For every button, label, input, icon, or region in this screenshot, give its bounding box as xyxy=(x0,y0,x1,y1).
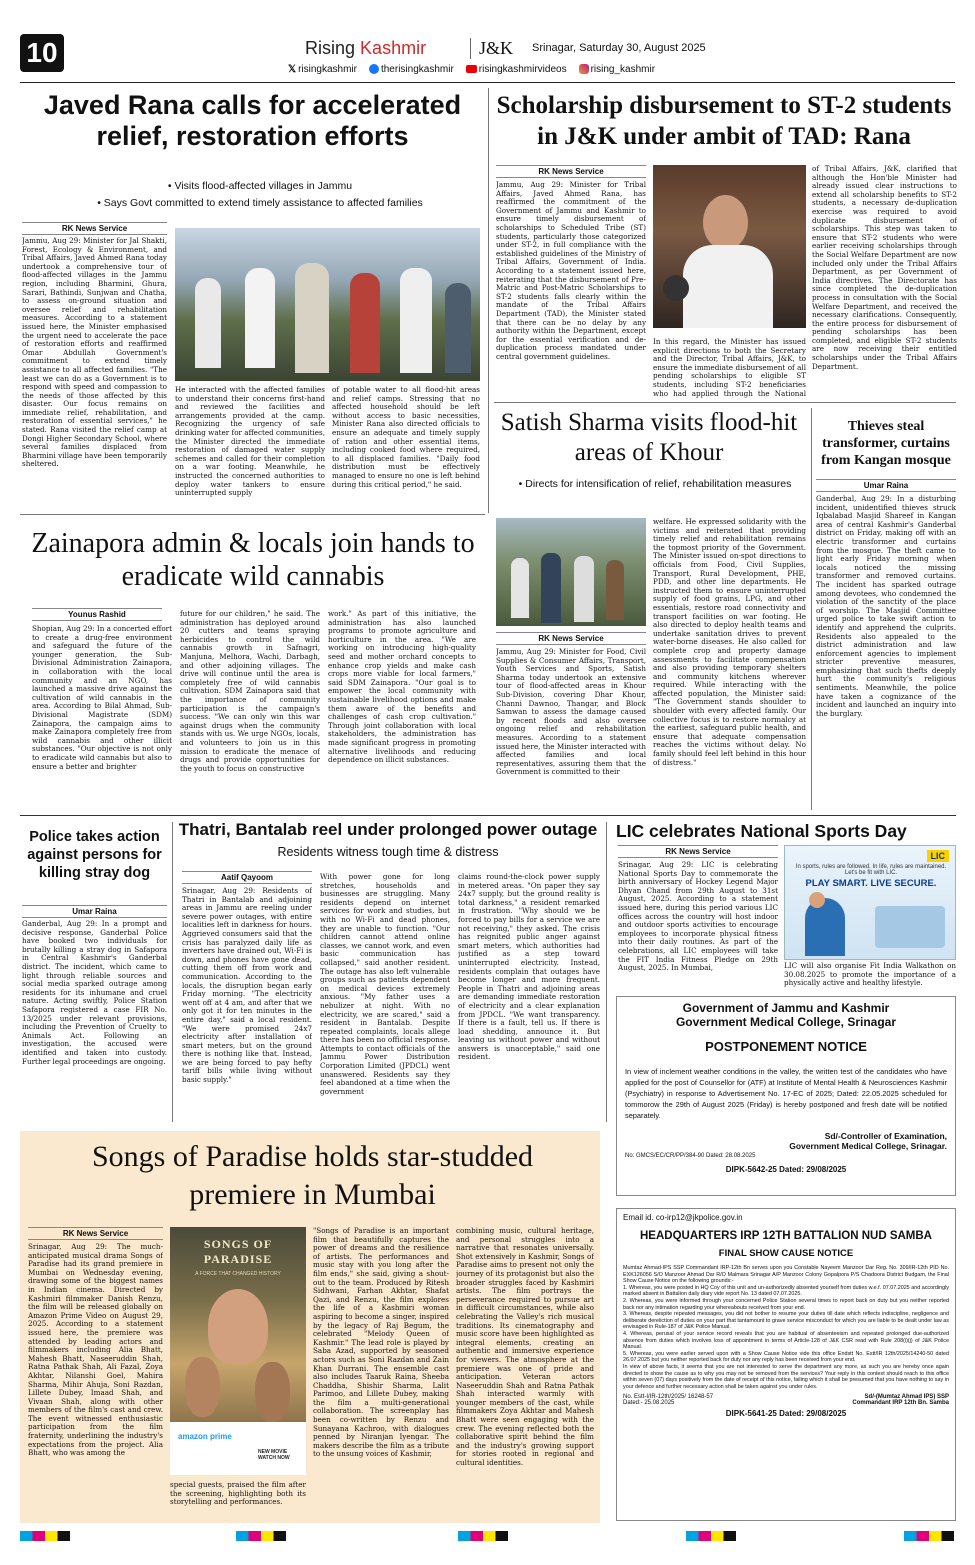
rana-bullets xyxy=(30,178,490,212)
gmc-line1: Government of Jammu and Kashmir xyxy=(682,1001,890,1015)
irp-sign2: Commandant IRP 12th Bn. Samba xyxy=(852,1400,949,1407)
gmc-text: In view of inclement weather conditions in the valley, the written test of the candidates who have applied for the post of Counsellor for (ATF) at Institute of Mental Health & Neurosciences Kashmir (Psychiatry) in response to Advertisement No. 17-EC of 2025; Dated: 22.05.2025 scheduled for tommorow the 29th of August 2025 (Friday) is hereby postponed and fresh date will be notified separately. xyxy=(625,1067,947,1120)
songs-col1: Srinagar, Aug 29: The much-anticipated musical drama Songs of Paradise had its grand premiere in Mumbai on Wednesday evening, drawing some of the biggest names in Indian cinema. Directed by Kashmiri filmmaker Danish Renzu, the film will be released globally on Amazon Prime Video on August 29, 2025. According to a statement issued here, the premiere was attended by leading actors and filmmakers including Alia Bhatt, Mahesh Bhatt, Naseeruddin Shah, Ratna Pathak Shah, Ali Fazal, Zoya Akhtar, Nilanshi Goel, Mahira Sharma, Mihir Ahuja, Soni Razdan, Lillete Dubey, Imaad Shah, and Vivaan Shah, along with other members of the film's cast and crew. The event witnessed enthusiastic participation from the film fraternity, underlining the industry's expectations from the project. Alia Bhatt, who was among the xyxy=(28,1243,163,1458)
x-icon: 𝕏 xyxy=(288,64,297,75)
thieves-headline: Thieves steal transformer, curtains from Kangan mosque xyxy=(821,419,951,468)
rana-headline: Javed Rana calls for accelerated relief, restoration efforts xyxy=(43,90,462,151)
power-byline: Aatif Qayoom xyxy=(182,871,312,884)
irp-para: 4. Whereas, perusal of your service record reveals that you are habitual of absenteeism and repeated prolonged due-authorized absence from duties which involves loss of appointment in terms of Article-128 of J&K CSR read with Rule 208(i)(j) of J&K Police Manual. xyxy=(623,1330,949,1351)
scholar-headline: Scholarship disbursement to ST-2 students in J&K under ambit of TAD: Rana xyxy=(496,92,952,150)
scholar-col3: of Tribal Affairs, J&K, clarified that although the Hon'ble Minister had already issued clear instructions to extend all scholarship benefits to ST-2 students, a necessary de-duplication exercise was required to avoid duplicate disbursement of scholarships. This step was taken to ensure that ST-2 students who were earlier receiving scholarships through the Social Welfare Department are now included only under the Tribal Affairs Department, as per Government of India directives. The Directorate has since completed the de-duplication process in consultation with the Social Welfare Department, and received the necessary clarifications. Consequently, the entire process for disbursement of pending scholarships has been completed, and eligible ST-2 students are now receiving their entitled scholarships under the Tribal Affairs Department. xyxy=(812,165,957,371)
songs-poster xyxy=(170,1227,306,1475)
lic-body-2: LIC will also organise Fit India Walkathon on 30.08.2025 to promote the importance of a physically active and healthy lifestyle. xyxy=(784,962,956,988)
scholar-col1: Jammu, Aug 29: Minister for Tribal Affairs, Javed Ahmed Rana, has reaffirmed the commitment of the Government of Jammu and Kashmir to ensure timely disbursement of scholarships to Scheduled Tribe (ST) students, particularly those categorized under ST-2, in full compliance with the established guidelines of the Ministry of Tribal Affairs, Government of India. According to a statement issued here, reiterating that the disbursement of Pre-Matric and Post-Matric Scholarships to ST-2 students falls clearly within the mandate of the Tribal Affairs Department (TAD), the Minister stated that there can be no delay by any authority within the Department, except for the essential verification and de-duplication process mandated under central government guidelines. xyxy=(496,181,646,361)
songs-headline: Songs of Paradise holds star-studded premiere in Mumbai xyxy=(91,1140,534,1211)
rana-col3: of potable water to all flood-hit areas and relief camps. Stressing that no affected household should be left without access to basic necessities, Minister Rana also directed officials to ensure an adequate and timely supply of ration and other essential items, including cooked food where required, to all displaced families. "Daily food distribution must be effectively managed to ensure no one is left behind during this critical period," he said. xyxy=(332,386,480,489)
rana-photo xyxy=(175,228,480,381)
irp-para: 1. Whereas, you were posted in HQ Coy of this unit and un-authorizedly absented yourself from duties w.e.f. 07.07.2025 and accordingly marked absent in Battalion daily diary vide report No. 13 dated 07.07.2025. xyxy=(623,1284,949,1298)
satish-byline: RK News Service xyxy=(496,632,646,645)
irp-para: In view of above facts, it seems that you are not interested to serve the department any more, as such you are hereby once again directed to show the cause as to why you may not be removed from the services? Your reply in this context should reach to this office within seven (07) days positively from the date of receipt of this notice, failing which it shall be presumed that you have nothing to say in your defence and further necessary action shall be taken against you under rules. xyxy=(623,1363,949,1390)
gmc-heading: POSTPONEMENT NOTICE xyxy=(705,1039,867,1054)
gmc-ref: No: GMCS/EC/CR/PP/384-90 Dated: 28.08.2025 xyxy=(625,1153,756,1159)
satish-photo xyxy=(496,518,646,626)
songs-col3: "Songs of Paradise is an important film that beautifully captures the power of dreams and the resilience of artists. The performances and music stay with you long after the film ends," she said, giving a shout-out to the team. Produced by Ritesh Sidhwani, Farhan Akhtar, Shafat Qazi, and Renzu, the film explores the life of a Kashmiri woman aspiring to become a singer, inspired by the legacy of Raj Begum, the celebrated "Melody Queen of Kashmir." The lead role is played by Saba Azad, supported by seasoned actors such as Soni Razdan and Zain Khan Durrani. The ensemble cast also includes Taaruk Raina, Sheeba Chaddha, Shishir Sharma, Lalit Parimoo, and Lillete Dubey, making the film a multi-generational collaboration. The screenplay has been co-written by Renzu and Sunayana Kachroo, with dialogues penned by Niranjan Iyengar. The makers describe the film as a tribute to the unsung voices of Kashmir, xyxy=(313,1227,449,1459)
rana-bullet: • Says Govt committed to extend timely assistance to affected families xyxy=(97,197,423,209)
power-headline: Thatri, Bantalab reel under prolonged power outage xyxy=(178,820,598,839)
irp-para: 3. Whereas, despite repeated messages, you did not bother to resume your duties till date which reflects indiscipline, negligence and deliberate dereliction of duties on your part that tantamount to grave service misconduct for which you are liable to be dealt under law as envisaged in Rule-187 of J&K Police Manual. xyxy=(623,1311,949,1331)
masthead-paper: Rising Kashmir xyxy=(305,38,427,58)
facebook-icon xyxy=(369,64,379,74)
songs-byline: RK News Service xyxy=(28,1227,163,1240)
irp-para: Mumtaz Ahmad-IPS SSP Commandant IRP-12th Bn serves upon you Constable Nayeem Manzoor Dar Reg. No. 309/IR-12th PID No. EXK126056 S/O Manzoor Ahmad Dar R/O Malmara Srinagar A/P Manzoor Colony Gopalpora P/S Chadoora District Budgam, the Final Show Cause Notice on the following grounds:- xyxy=(623,1265,949,1285)
page-number: 10 xyxy=(20,34,64,72)
rana-col1: Jammu, Aug 29: Minister for Jal Shakti, Forest, Ecology & Environment, and Tribal Affairs, Javed Ahmed Rana today undertook a comprehensive tour of flood-affected villages in the Jammu region, including Bharmini, Ghura, Sarari, Bathindi, Sunjwan and Chatha, to assess on-ground situation and oversee relief and rehabilitation measures. According to a statement issued here, the Minister emphasised the urgent need to accelerate the pace of restoration efforts and reaffirmed Omar Abdullah Government's commitment to extend timely assistance to all affected families. "The least we can do as a Government is to respond with speed and compassion to the needs of those affected by this disaster. Our focus remains on immediate relief, rehabilitation, and restoration of essential services," he stated. Rana visited the relief camp at Dongi Higher Secondary School, where several families displaced from Bharmini village have been temporarily sheltered. xyxy=(22,237,167,469)
stray-body: Ganderbal, Aug 29: In a prompt and decisive response, Ganderbal Police have booked two individuals for brutally killing a stray dog in Safapora in Central Kashmir's Ganderbal district. The incident, which came to light through reliable sources and social media sparked outrage among residents for its inhumane and cruel nature. Acting swiftly, Police Station Safapora registered a case FIR No. 13/2025 under relevant provisions, including the Prevention of Cruelty to Animals Act. Following an investigation, the accused were identified and taken into custody. Further legal proceedings are ongoing. xyxy=(22,920,167,1066)
irp-para: 2. Whereas, you were informed through your concerned Police Station several times to report back on duty but you neither reported back nor any intimation regarding your whereabouts received from your end. xyxy=(623,1297,949,1311)
thieves-body: Ganderbal, Aug 29: In a disturbing incident, unidentified thieves struck Iqbalabad Masjid Shareef in Kangan area of central Kashmir's Ganderbal district on Friday, making off with an electric transformer and curtains from the mosque. The theft came to light early Friday morning when locals noticed the missing transformer and removed curtains. The incident has sparked outrage among devotees, who condemned the violation of the sanctity of the place of worship. The Masjid Committee urged police to take swift action to identify and apprehend the culprits. Residents also appealed to the district administration and law enforcement agencies to implement stricter preventive measures, emphasizing that such thefts deeply hurt the community's religious sentiments. Meanwhile, the police have taken a cognizance of the incident and launched an inquiry into the burglary. xyxy=(816,495,956,718)
instagram-icon xyxy=(579,64,589,74)
cannabis-col3: work." As part of this initiative, the administration has also launched programs to promote agriculture and horticulture in the area. "We are working on introducing high-quality seed and mother orchard concepts to enhance crop yields and make cash crops more viable for local farmers," said SDM Zainapora. "Our goal is to empower the local community with sustainable livelihood options and make them aware of the benefits and challenges of cash crop cultivation." Through joint collaboration with local stakeholders, the administration has made significant progress in promoting alternative livelihoods and reducing dependence on illicit substances. xyxy=(328,610,476,765)
cannabis-headline: Zainapora admin & locals join hands to eradicate wild cannabis xyxy=(31,528,475,592)
dateline: Srinagar, Saturday 30, August 2025 xyxy=(532,42,706,54)
social-bar: 𝕏 risingkashmir therisingkashmir risingkashmirvideos rising_kashmir xyxy=(288,64,656,75)
irp-email: Email id. co-irp12@jkpolice.gov.in xyxy=(623,1213,743,1222)
lic-byline: RK News Service xyxy=(618,845,778,858)
stray-headline: Police takes action against persons for killing stray dog xyxy=(27,829,162,881)
songs-col4: combining music, cultural heritage, and personal struggles into a narrative that resonates universally. Shot extensively in Kashmir, Songs of Paradise aims to present not only the journey of its protagonist but also the broader struggles faced by Kashmiri artists. The film portrays the perseverance required to pursue art in difficult circumstances, while also celebrating the Valley's rich musical traditions. Its cinematography and music score have been highlighted as integral elements, creating an authentic and immersive experience for viewers. The atmosphere at the premiere was one of pride and anticipation. Veteran actors Naseeruddin Shah and Ratna Pathak Shah interacted warmly with younger members of the cast, while filmmakers Zoya Akhtar and Mahesh Bhatt were seen engaging with the crew. The evening reflected both the collaborative spirit behind the film and the industry's growing support for stories rooted in regional and cultural identities. xyxy=(456,1227,594,1468)
rana-bullet: • Visits flood-affected villages in Jammu xyxy=(167,180,353,192)
registration-marks xyxy=(0,1525,975,1565)
irp-para: 5. Whereas, you were earlier served upon with a Show Cause Notice vide this office Endstt No. Estt/IR 12th/2025/14240-50 dated 26.07.2025 but you neither reported back for duty nor any reply has been received from your end. xyxy=(623,1350,949,1364)
songs-poster-title: SONGS OF PARADISE xyxy=(203,1237,273,1266)
masthead-section: J&K xyxy=(470,38,513,59)
lic-headline: LIC celebrates National Sports Day xyxy=(616,821,907,841)
lic-ad-tagline: In sports, rules are followed. In life, rules are maintained. Let's be fit with LIC. xyxy=(795,864,947,876)
songs-poster-watch: NEW MOVIE WATCH NOW xyxy=(258,1449,290,1461)
lic-logo: LIC xyxy=(927,850,950,862)
cannabis-byline: Younus Rashid xyxy=(32,608,162,621)
power-col3: claims round-the-clock power supply in metered areas. "On paper they say 24x7 supply, but the ground reality is total darkness," a resident remarked in frustration. "Why should we be forced to pay bills for a service we are not receiving," they asked. The crisis has reignited public anger against smart meters, which authorities had justified as a step toward uninterrupted electricity. Instead, residents complain that outages have become longer and more frequent. People in Thatri and adjoining areas are demanding immediate restoration of electricity and a clear explanation from JPDCL. "We want transparency. If there is a fault, tell us. If there is load shedding, announce it. But leaving us without power and without answers is unacceptable," said one resident. xyxy=(458,873,600,1062)
rana-col2: He interacted with the affected families to understand their concerns first-hand and reviewed the facilities and arrangements provided at the camp. Recognizing the urgency of safe drinking water for affected communities, the Minister directed the immediate restoration of damaged water supply schemes and called for their completion on a war footing. Meanwhile, he instructed the concerned authorities to deploy water tankers to ensure uninterrupted supply xyxy=(175,386,325,498)
power-col1: Srinagar, Aug 29: Residents of Thatri in Bantalab and adjoining areas in Jammu are reeling under severe power outages, with entire localities left in darkness for hours. Aggrieved consumers said that the crisis has paralyzed daily life as inverters have drained out, Wi-Fi is down, and phones have gone dead, cutting them off from work and communication. According to the locals, the disruption began early Friday morning. "The electricity went off at 4 am, and after that we only got it for ten minutes in the entire day," said a local resident. "We were promised 24x7 electricity after installation of smart meters, but on the ground there is nothing like that. Instead, we are being forced to pay hefty tariff bills while living without basic supply." xyxy=(182,887,312,1085)
rana-byline: RK News Service xyxy=(22,222,167,235)
cannabis-col2: future for our children," he said. The administration has deployed around 20 cutters and teams spraying herbicides to control the wild cannabis growth in Safnagri, Manjuna, Melhora, Wachi, Darbagh, and other adjoining villages. The drive will continue until the area is completely free of wild cannabis cultivation. SDM Zainapora said that the importance of community participation is the campaign's success. "We can only win this war against drugs when the community stands with us. We urge NGOs, locals, and volunteers to join us in this mission to eradicate the menace of drugs and provide opportunities for the youth to focus on constructive xyxy=(180,610,320,773)
songs-poster-tag: A FORCE THAT CHANGED HISTORY xyxy=(195,1271,281,1277)
youtube-icon xyxy=(466,65,477,73)
songs-col2: special guests, praised the film after the screening, highlighting both its storytelling and performances. xyxy=(170,1481,306,1507)
scholar-byline: RK News Service xyxy=(496,165,646,178)
lic-ad xyxy=(784,845,956,960)
gmc-line2: Government Medical College, Srinagar xyxy=(675,1015,897,1029)
gmc-dipk: DIPK-5642-25 Dated: 29/08/2025 xyxy=(725,1165,847,1174)
irp-subheading: FINAL SHOW CAUSE NOTICE xyxy=(718,1248,854,1259)
irp-heading: HEADQUARTERS IRP 12TH BATTALION NUD SAMBA xyxy=(640,1230,932,1242)
cannabis-col1: Shopian, Aug 29: In a concerted effort to create a drug-free environment and safeguard the future of the younger generation, the Sub-Divisional Administration Zainapora, in collaboration with the local community and an NGO, has launched a massive drive against the cultivation of wild cannabis in the area. According to Bilal Ahmad, Sub-Divisional Magistrate (SDM) Zainapora, the campaign aims to make Zainapora completely free from wild cannabis and other illicit substances. "Our objective is not only to eradicate wild cannabis but also to ensure a better and brighter xyxy=(32,625,172,771)
scholar-col2: In this regard, the Minister has issued explicit directions to both the Secretary and the Director, Tribal Affairs, J&K, to ensure the immediate disbursement of all pending scholarships to eligible ST students, including ST-2 beneficiaries who had applied through the National xyxy=(653,338,806,398)
irp-ref: No. Estt-I/IR-12th/2025/ 16248-57 xyxy=(623,1394,714,1401)
satish-col1: Jammu, Aug 29: Minister for Food, Civil Supplies & Consumer Affairs, Transport, Youth Services and Sports, Satish Sharma today undertook an extensive tour of flood-affected areas in Khour Sub-Division, covering Dhar Khour, Channi Dawnoo, Thangar, and Block Samwan to assess the damage caused by recent floods and also oversee ongoing relief and rehabilitation measures. According to a statement issued here, the Minister interacted with affected families and local representatives, assuring them that the Government is committed to their xyxy=(496,648,646,777)
irp-dated: Dated:- 25.08.2025 xyxy=(623,1400,675,1407)
satish-headline: Satish Sharma visits flood-hit areas of Khour xyxy=(500,409,798,466)
gmc-sign1: Sd/-Controller of Examination, xyxy=(824,1131,947,1141)
lic-body: Srinagar, Aug 29: LIC is celebrating National Sports Day to commemorate the birth anniversary of Hockey Legend Major Dhyan Chand from 29th August to 31st August, 2025. According to a statement issued here, during this period various LIC offices across the country will host indoor and outdoor sports activities to encourage employees to incorporate physical fitness into their daily routines. As part of the celebrations, all LIC employees will take the FIT India Fitness Pledge on 29th August, 2025. In Mumbai, xyxy=(618,861,778,973)
irp-sign1: Sd/-(Mumtaz Ahmad IPS) SSP xyxy=(864,1394,949,1401)
thieves-byline: Umar Raina xyxy=(816,479,956,492)
irp-dipk: DIPK-5641-25 Dated: 29/08/2025 xyxy=(725,1409,847,1419)
songs-poster-brand: amazon prime xyxy=(178,1432,232,1441)
gmc-notice xyxy=(616,996,956,1196)
irp-paras xyxy=(623,1265,949,1390)
power-col2: With power gone for long stretches, households and businesses are struggling. Many residents depend on internet services for work and studies, but with no Wi-Fi and dead phones, they are unable to function. "Our children cannot attend online classes, we cannot work, and even basic communication has collapsed," said another resident. The outage has also left vulnerable groups such as patients dependent on medical devices extremely anxious. "My father uses a nebulizer at night. With no electricity, we are scared," said a resident in Bantalab. Despite repeated complaints, locals allege there has been no official response. Attempts to contact officials of the Jammu Power Distribution Corporation Limited (JPDCL) went unanswered. Residents say they feel abandoned at a time when the government xyxy=(320,873,450,1096)
irp-notice xyxy=(616,1208,956,1521)
lic-ad-slogan: PLAY SMART. LIVE SECURE. xyxy=(805,878,937,889)
scholar-photo xyxy=(653,165,806,328)
satish-bullet: • Directs for intensification of relief, rehabilitation measures xyxy=(518,478,792,490)
gmc-sign2: Government Medical College, Srinagar. xyxy=(789,1141,947,1151)
power-subtitle: Residents witness tough time & distress xyxy=(277,845,499,859)
satish-col2: welfare. He expressed solidarity with the victims and reiterated that providing timely relief and rehabilitation remains the topmost priority of the Government. The Minister issued on-spot directions to officials from Food, Civil Supplies, Transport, Rural Development, PHE, PDD, and other line departments. He instructed them to ensure uninterrupted supply of food grains, LPG, and other essentials, restore road connectivity and transport facilities on war footing. He also directed to deploy health teams and undertake sanitation drives to prevent water-borne diseases. He also called for complete crop and property damage assessments to facilitate compensation and also providing temporary shelters and community kitchens wherever required. While interacting with the affected population, the Minister said: "The Government stands shoulder to shoulder with every affected family. Our collective focus is to restore normalcy at the earliest, safeguard public health, and ensure that adequate compensation reaches the victims without delay. No family should feel left behind in this hour of distress." xyxy=(653,518,806,767)
stray-byline: Umar Raina xyxy=(22,905,167,918)
